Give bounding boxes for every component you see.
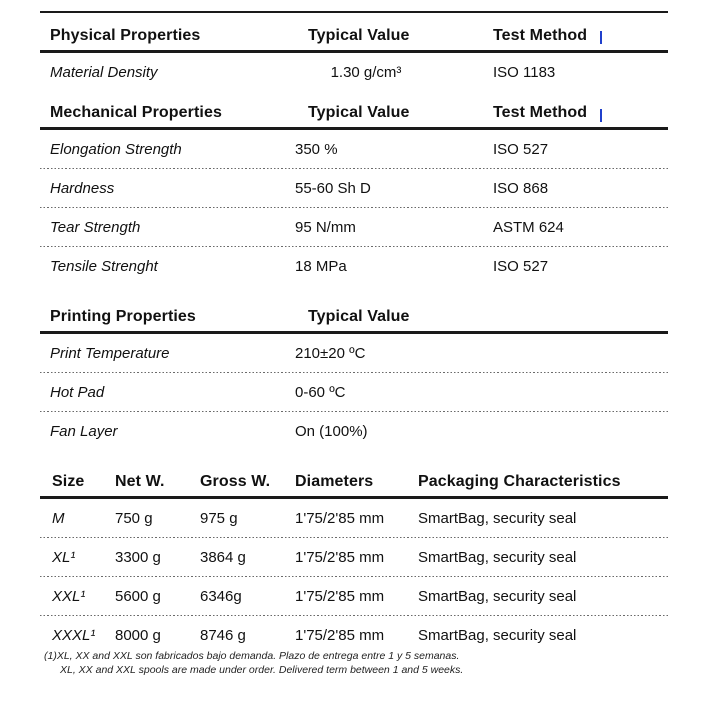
- typical-value: 0-60 ºC: [295, 383, 346, 401]
- table-row: [40, 412, 668, 450]
- table-row: [40, 577, 668, 615]
- typical-value-header: Typical Value: [308, 308, 410, 325]
- size-cell: M: [52, 509, 65, 527]
- printing-properties-table: [40, 300, 668, 450]
- table-row: [40, 334, 668, 372]
- diameters: 1'75/2'85 mm: [295, 548, 385, 566]
- diameters-header: Diameters: [295, 473, 374, 490]
- table-row: [40, 538, 668, 576]
- net-weight: 8000 g: [115, 626, 161, 644]
- table-row: [40, 169, 668, 207]
- blue-artifact-mark: [600, 109, 602, 122]
- test-method: ISO 527: [493, 257, 549, 275]
- table-row: [40, 373, 668, 411]
- test-method: ISO 527: [493, 140, 549, 158]
- mechanical-properties-header-row: [40, 96, 668, 130]
- typical-value: 1.30 g/cm³: [330, 63, 402, 81]
- packaging-characteristics: SmartBag, security seal: [418, 548, 577, 566]
- size-cell: XL¹: [52, 548, 76, 566]
- physical-properties-header-row: [40, 13, 668, 53]
- table-row: [40, 130, 668, 168]
- packaging-characteristics: SmartBag, security seal: [418, 509, 577, 527]
- packaging-characteristics: SmartBag, security seal: [418, 587, 577, 605]
- typical-value-header: Typical Value: [308, 27, 410, 44]
- property-name: Hot Pad: [50, 383, 105, 401]
- gross-weight: 975 g: [200, 509, 238, 527]
- diameters: 1'75/2'85 mm: [295, 587, 385, 605]
- size-table-header-row: [40, 466, 668, 499]
- gross-weight: 8746 g: [200, 626, 246, 644]
- test-method: ASTM 624: [493, 218, 564, 236]
- typical-value: 210±20 ºC: [295, 344, 366, 362]
- typical-value: 55-60 Sh D: [295, 179, 371, 197]
- property-name: Material Density: [50, 63, 158, 81]
- net-weight: 3300 g: [115, 548, 161, 566]
- mechanical-properties-table: [40, 96, 668, 285]
- diameters: 1'75/2'85 mm: [295, 626, 385, 644]
- footnote: [44, 650, 463, 677]
- size-header: Size: [52, 473, 85, 490]
- table-row: [40, 247, 668, 285]
- size-cell: XXL¹: [52, 587, 86, 605]
- property-name: Print Temperature: [50, 344, 170, 362]
- property-name: Elongation Strength: [50, 140, 182, 158]
- printing-properties-header: Printing Properties: [50, 308, 196, 325]
- table-row: [40, 53, 668, 91]
- physical-properties-table: [40, 11, 668, 91]
- property-name: Fan Layer: [50, 422, 118, 440]
- size-cell: XXXL¹: [52, 626, 96, 644]
- typical-value: On (100%): [295, 422, 368, 440]
- table-row: [40, 616, 668, 654]
- footnote-line-english: XL, XX and XXL spools are made under order. Delivered term between 1 and 5 weeks.: [60, 663, 464, 676]
- typical-value-header: Typical Value: [308, 104, 410, 121]
- gross-weight: 3864 g: [200, 548, 246, 566]
- packaging-characteristics: SmartBag, security seal: [418, 626, 577, 644]
- diameters: 1'75/2'85 mm: [295, 509, 385, 527]
- typical-value: 350 %: [295, 140, 338, 158]
- footnote-line-spanish: (1)XL, XX and XXL son fabricados bajo demanda. Plazo de entrega entre 1 y 5 semanas.: [44, 650, 460, 662]
- property-name: Tear Strength: [50, 218, 141, 236]
- net-weight: 750 g: [115, 509, 153, 527]
- size-packaging-table: [40, 466, 668, 654]
- printing-properties-header-row: [40, 300, 668, 334]
- test-method: ISO 868: [493, 179, 549, 197]
- test-method-header: Test Method: [493, 104, 588, 121]
- packaging-characteristics-header: Packaging Characteristics: [418, 473, 621, 490]
- property-name: Tensile Strenght: [50, 257, 158, 275]
- blue-artifact-mark: [600, 31, 602, 44]
- gross-weight: 6346g: [200, 587, 242, 605]
- net-weight-header: Net W.: [115, 473, 165, 490]
- table-row: [40, 208, 668, 246]
- net-weight: 5600 g: [115, 587, 161, 605]
- gross-weight-header: Gross W.: [200, 473, 271, 490]
- mechanical-properties-header: Mechanical Properties: [50, 104, 222, 121]
- table-row: [40, 499, 668, 537]
- test-method-header: Test Method: [493, 27, 588, 44]
- typical-value: 18 MPa: [295, 257, 347, 275]
- physical-properties-header: Physical Properties: [50, 27, 201, 44]
- property-name: Hardness: [50, 179, 115, 197]
- test-method: ISO 1183: [493, 63, 556, 81]
- typical-value: 95 N/mm: [295, 218, 356, 236]
- typical-value-cell: [295, 64, 493, 81]
